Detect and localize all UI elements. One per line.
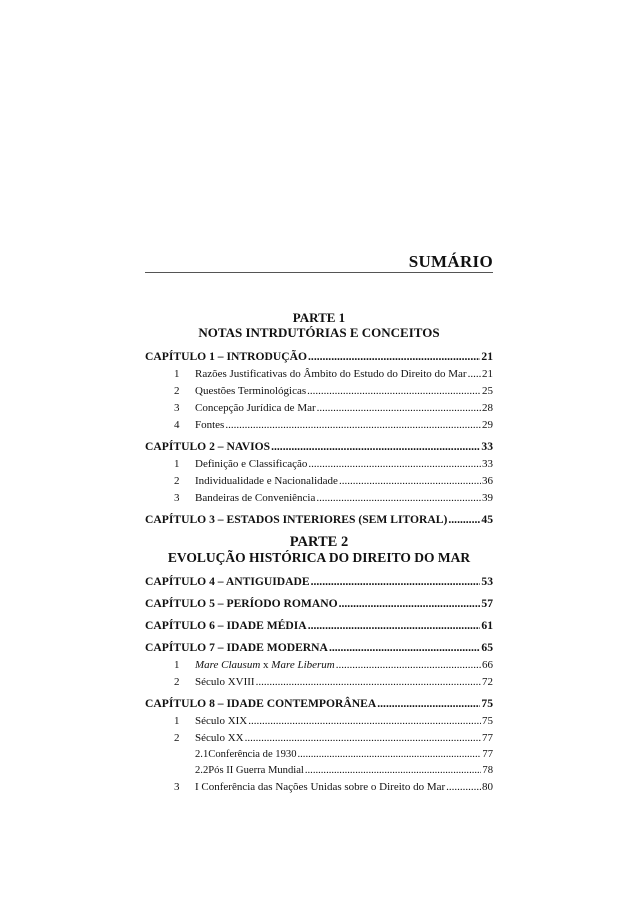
page-number: 36: [482, 475, 493, 487]
item-text-connector: x: [260, 659, 272, 671]
item-text: Fontes: [195, 419, 225, 431]
toc-item: [145, 714, 493, 728]
toc-subitem: [145, 764, 493, 777]
part-label: PARTE 1: [292, 310, 346, 325]
page-number: 45: [481, 513, 493, 526]
table-of-contents: [145, 310, 493, 794]
dot-leader: [316, 491, 481, 505]
dot-leader: [308, 619, 481, 633]
item-text: Século XVIII: [195, 676, 255, 688]
page-number: 33: [481, 440, 493, 453]
dot-leader: [308, 350, 480, 364]
item-number: 4: [174, 419, 180, 431]
toc-chapter: [145, 641, 493, 655]
dot-leader: [308, 457, 481, 471]
page-number: 78: [482, 765, 493, 776]
title-rule: [145, 272, 493, 273]
item-number: 1: [174, 368, 180, 380]
part-heading: [145, 310, 493, 340]
toc-chapter: [145, 440, 493, 454]
item-number: 1: [174, 715, 180, 727]
page-number: 29: [482, 419, 493, 431]
chapter-title: CAPÍTULO 4 – ANTIGUIDADE: [145, 575, 310, 588]
toc-item: [145, 474, 493, 488]
item-text: Pós II Guerra Mundial: [208, 765, 304, 776]
toc-item: [145, 491, 493, 505]
item-number: 2: [174, 676, 180, 688]
dot-leader: [339, 474, 481, 488]
dot-leader: [305, 764, 482, 777]
toc-subitem: [145, 748, 493, 761]
item-text-italic: Mare Clausum: [195, 659, 261, 671]
toc-item: [145, 780, 493, 794]
part-subtitle: EVOLUÇÃO HISTÓRICA DO DIREITO DO MAR: [167, 550, 471, 565]
page-number: 28: [482, 402, 493, 414]
item-number: 1: [174, 458, 180, 470]
toc-chapter: [145, 513, 493, 527]
dot-leader: [448, 513, 480, 527]
toc-item: [145, 731, 493, 745]
item-number: 2.2: [195, 765, 209, 776]
dot-leader: [377, 697, 480, 711]
page-number: 75: [481, 697, 493, 710]
toc-item: [145, 384, 493, 398]
page-number: 61: [481, 619, 493, 632]
toc-chapter: [145, 597, 493, 611]
item-number: 2: [174, 385, 180, 397]
page-number: 39: [482, 492, 493, 504]
dot-leader: [317, 401, 481, 415]
page-number: 77: [482, 732, 493, 744]
item-text: Razões Justificativas do Âmbito do Estudo do Direito do Mar: [195, 368, 467, 380]
item-text: Século XIX: [195, 715, 248, 727]
item-number: 2: [174, 475, 180, 487]
toc-chapter: [145, 619, 493, 633]
toc-item: [145, 367, 493, 381]
page-number: 80: [482, 781, 493, 793]
page-number: 33: [482, 458, 493, 470]
chapter-title: CAPÍTULO 2 – NAVIOS: [145, 440, 271, 453]
page-number: 25: [482, 385, 493, 397]
page-number: 57: [481, 597, 493, 610]
chapter-title: CAPÍTULO 1 – INTRODUÇÃO: [145, 350, 308, 363]
toc-item: [145, 418, 493, 432]
item-text: Individualidade e Nacionalidade: [195, 475, 338, 487]
page-number: 65: [481, 641, 493, 654]
dot-leader: [307, 384, 481, 398]
dot-leader: [256, 675, 481, 689]
item-text: I Conferência das Nações Unidas sobre o Direito do Mar: [195, 781, 446, 793]
item-text: Bandeiras de Conveniência: [195, 492, 316, 504]
item-number: 2.1: [195, 749, 209, 760]
toc-chapter: [145, 697, 493, 711]
dot-leader: [329, 641, 480, 655]
item-number: 3: [174, 402, 180, 414]
dot-leader: [311, 575, 481, 589]
dot-leader: [336, 658, 481, 672]
item-text-italic: Mare Liberum: [271, 659, 335, 671]
page-number: 53: [481, 575, 493, 588]
dot-leader: [225, 418, 481, 432]
item-text: Definição e Classificação: [195, 458, 308, 470]
item-number: 3: [174, 492, 180, 504]
toc-chapter: [145, 575, 493, 589]
item-text: [195, 658, 335, 672]
page-number: 21: [481, 350, 493, 363]
dot-leader: [298, 748, 482, 761]
page-number: 77: [482, 749, 493, 760]
toc-item: [145, 675, 493, 689]
item-number: 2: [174, 732, 180, 744]
item-text: Século XX: [195, 732, 244, 744]
chapter-title: CAPÍTULO 7 – IDADE MODERNA: [145, 641, 328, 654]
toc-item: [145, 457, 493, 471]
item-text: Questões Terminológicas: [195, 385, 307, 397]
dot-leader: [245, 731, 481, 745]
chapter-title: CAPÍTULO 5 – PERÍODO ROMANO: [145, 597, 338, 610]
part-subtitle: NOTAS INTRDUTÓRIAS E CONCEITOS: [198, 325, 440, 340]
item-text: Concepção Jurídica de Mar: [195, 402, 316, 414]
dot-leader: [271, 440, 480, 454]
item-number: 1: [174, 659, 180, 671]
item-text: Conferência de 1930: [208, 749, 297, 760]
page-number: 21: [482, 368, 493, 380]
chapter-title: CAPÍTULO 3 – ESTADOS INTERIORES (SEM LITORAL): [145, 513, 448, 526]
toc-item: [145, 658, 493, 672]
dot-leader: [446, 780, 481, 794]
dot-leader: [468, 367, 481, 381]
toc-chapter: [145, 350, 493, 364]
chapter-title: CAPÍTULO 8 – IDADE CONTEMPORÂNEA: [145, 697, 377, 710]
page-number: 75: [482, 715, 493, 727]
toc-item: [145, 401, 493, 415]
part-label: PARTE 2: [289, 534, 349, 550]
part-heading: [145, 535, 493, 565]
chapter-title: CAPÍTULO 6 – IDADE MÉDIA: [145, 619, 307, 632]
page-number: 66: [482, 659, 493, 671]
item-number: 3: [174, 781, 180, 793]
page-number: 72: [482, 676, 493, 688]
dot-leader: [248, 714, 481, 728]
dot-leader: [339, 597, 481, 611]
page-title: SUMÁRIO: [408, 252, 493, 271]
